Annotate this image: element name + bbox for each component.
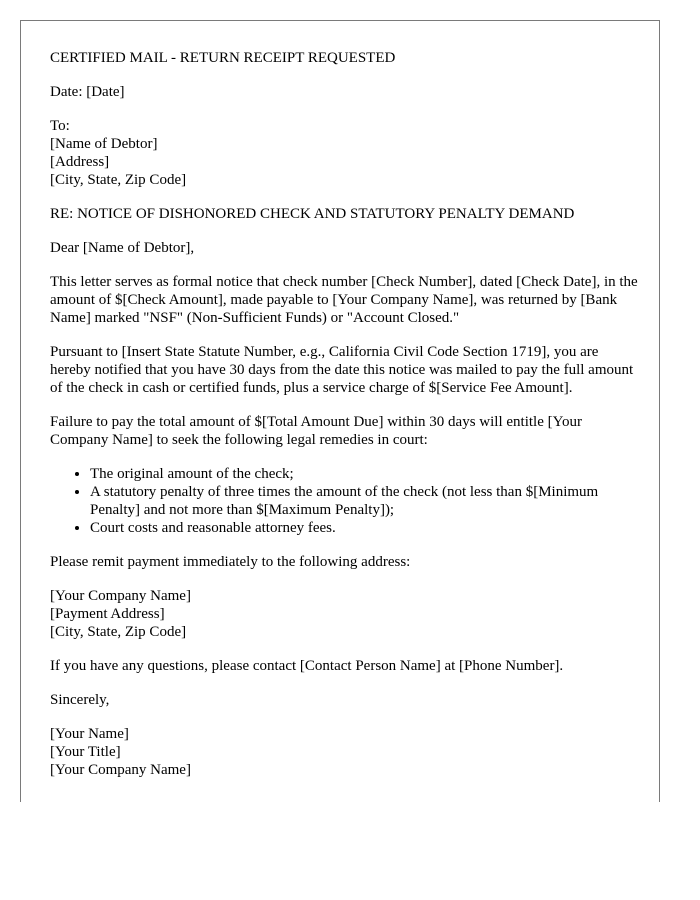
letter-page bbox=[20, 20, 660, 802]
list-item: • A statutory penalty of three times the amount of the check (not less than $[Minimum Penalty] and not more than $[Maximum Penalty]); bbox=[90, 483, 640, 519]
debtor-name: [Name of Debtor] bbox=[50, 136, 158, 152]
letter-body bbox=[50, 49, 640, 779]
certified-mail-line: CERTIFIED MAIL - RETURN RECEIPT REQUESTED bbox=[50, 50, 396, 66]
remit-line: Please remit payment immediately to the following address: bbox=[50, 554, 411, 570]
list-item: • The original amount of the check; bbox=[90, 465, 640, 483]
payment-company: [Your Company Name] bbox=[50, 588, 191, 604]
payment-address: [Payment Address] bbox=[50, 606, 165, 622]
payment-address-block bbox=[50, 587, 640, 641]
signer-title: [Your Title] bbox=[50, 744, 121, 760]
payment-city-state-zip: [City, State, Zip Code] bbox=[50, 624, 187, 640]
list-item: • Court costs and reasonable attorney fees. bbox=[90, 519, 640, 537]
signer-company: [Your Company Name] bbox=[50, 762, 191, 778]
remedies-list bbox=[50, 465, 640, 537]
salutation: Dear [Name of Debtor], bbox=[50, 240, 195, 256]
subject-line: RE: NOTICE OF DISHONORED CHECK AND STATUTORY PENALTY DEMAND bbox=[50, 206, 575, 222]
failure-paragraph: Failure to pay the total amount of $[Total Amount Due] within 30 days will entitle [Your Company Name] to seek the following legal remedies in court: bbox=[50, 414, 582, 448]
questions-line: If you have any questions, please contact [Contact Person Name] at [Phone Number]. bbox=[50, 658, 564, 674]
recipient-block bbox=[50, 117, 640, 189]
debtor-city-state-zip: [City, State, Zip Code] bbox=[50, 172, 187, 188]
date-line: Date: [Date] bbox=[50, 84, 125, 100]
to-label: To: bbox=[50, 118, 70, 134]
debtor-address: [Address] bbox=[50, 154, 110, 170]
signature-block bbox=[50, 725, 640, 779]
notice-paragraph: This letter serves as formal notice that check number [Check Number], dated [Check Date], in the amount of $[Check Amount], made payable to [Your Company Name], was returned by [Bank Name] marked "NSF" (Non-Sufficient Funds) or "Account Closed." bbox=[50, 274, 638, 326]
signer-name: [Your Name] bbox=[50, 726, 129, 742]
statute-paragraph: Pursuant to [Insert State Statute Number, e.g., California Civil Code Section 1719], you are hereby notified that you have 30 days from the date this notice was mailed to pay the full amount of the check in cash or certified funds, plus a service charge of $[Service Fee Amount]. bbox=[50, 344, 634, 396]
closing: Sincerely, bbox=[50, 692, 110, 708]
